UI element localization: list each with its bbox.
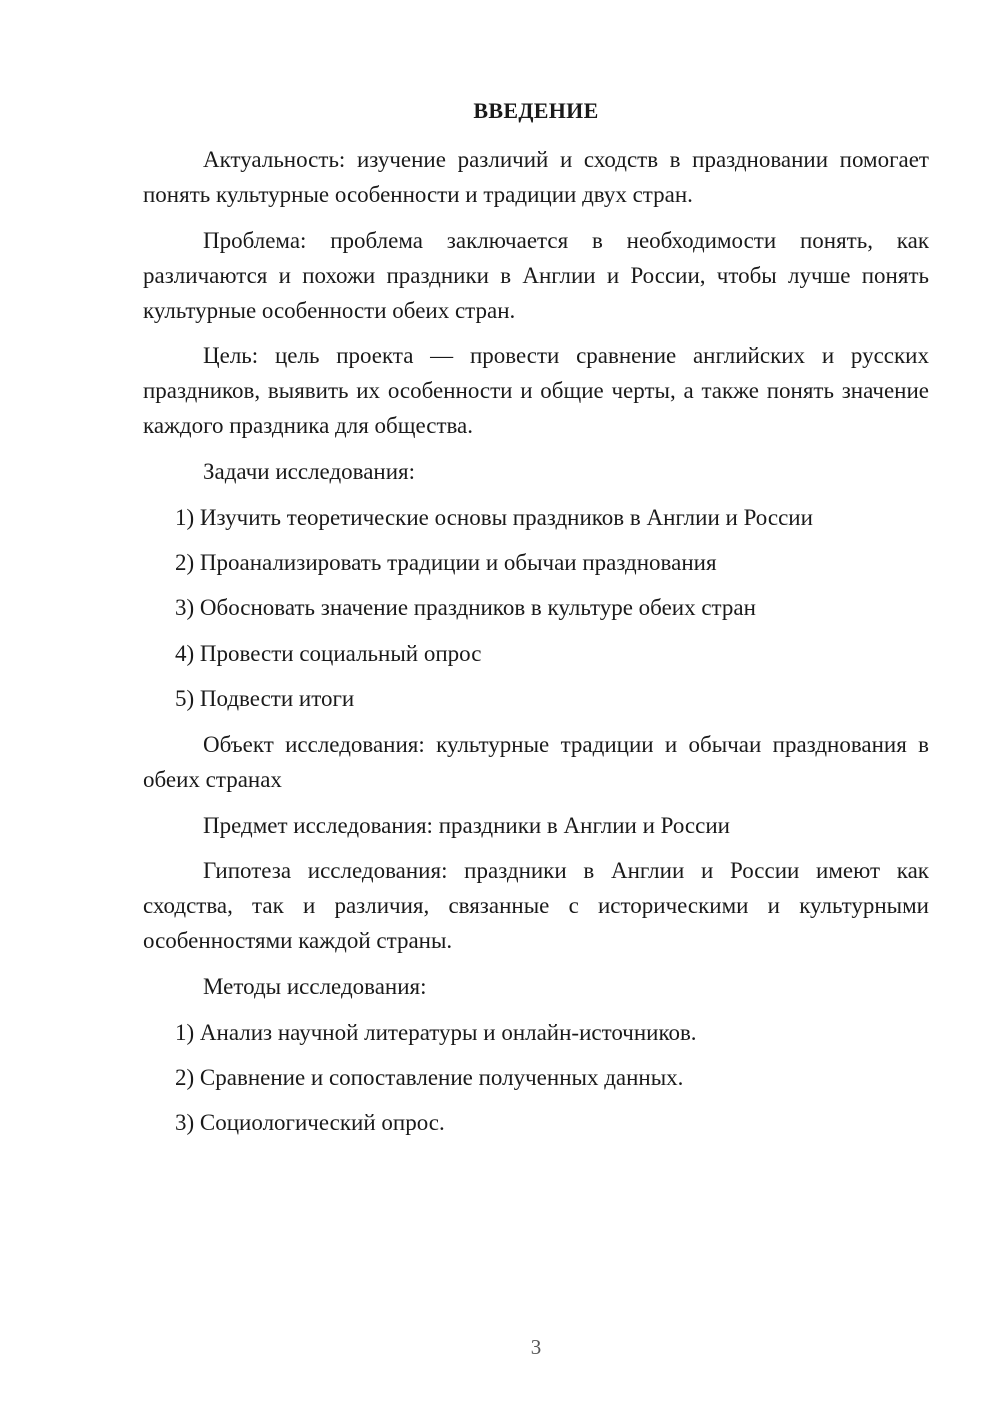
problem-paragraph: Проблема: проблема заключается в необходимости понять, как различаются и похожи праздники в Англии и России, чтобы лучше понять культурные особенности обеих стран. — [143, 228, 929, 323]
tasks-heading: Задачи исследования: — [203, 459, 416, 484]
task-item: 1) Изучить теоретические основы праздников в Англии и России — [175, 505, 813, 530]
method-item: 2) Сравнение и сопоставление полученных данных. — [175, 1065, 684, 1090]
goal-paragraph: Цель: цель проекта — провести сравнение английских и русских праздников, выявить их особенности и общие черты, а также понять значение каждого праздника для общества. — [143, 343, 929, 438]
methods-heading: Методы исследования: — [203, 974, 427, 999]
page-title: ВВЕДЕНИЕ — [473, 98, 599, 123]
page-number: 3 — [530, 1335, 542, 1359]
subject-paragraph: Предмет исследования: праздники в Англии и России — [203, 813, 730, 838]
task-item: 5) Подвести итоги — [175, 686, 355, 711]
method-item: 1) Анализ научной литературы и онлайн-источников. — [175, 1020, 697, 1045]
task-item: 2) Проанализировать традиции и обычаи празднования — [175, 550, 717, 575]
relevance-paragraph: Актуальность: изучение различий и сходств в праздновании помогает понять культурные особенности и традиции двух стран. — [143, 147, 929, 207]
task-item: 4) Провести социальный опрос — [175, 641, 482, 666]
hypothesis-paragraph: Гипотеза исследования: праздники в Англии и России имеют как сходства, так и различия, связанные с историческими и культурными особенностями каждой страны. — [143, 858, 929, 953]
task-item: 3) Обосновать значение праздников в культуре обеих стран — [175, 595, 756, 620]
method-item: 3) Социологический опрос. — [175, 1110, 445, 1135]
object-paragraph: Объект исследования: культурные традиции и обычаи празднования в обеих странах — [143, 732, 929, 792]
